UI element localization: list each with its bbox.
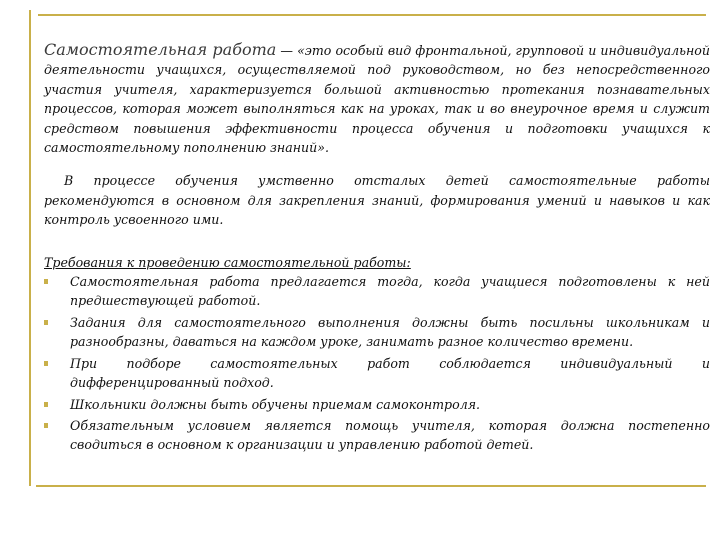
definition-term: Самостоятельная работа xyxy=(44,40,277,59)
list-item-text: При подборе самостоятельных работ соблюдается индивидуальный и дифференцированный подход. xyxy=(70,355,710,391)
list-item xyxy=(44,272,710,311)
square-bullet-icon xyxy=(44,279,48,284)
square-bullet-icon xyxy=(44,361,48,366)
list-item xyxy=(44,416,710,455)
top-rule xyxy=(38,14,706,16)
left-rule xyxy=(29,10,31,486)
list-item xyxy=(44,395,710,414)
square-bullet-icon xyxy=(44,423,48,428)
definition-paragraph xyxy=(44,40,710,157)
list-item xyxy=(44,354,710,393)
requirements-list xyxy=(44,272,710,455)
usage-paragraph: В процессе обучения умственно отсталых детей самостоятельные работы рекомендуются в основном для закрепления знаний, формирования умений и навыков и как контроль усвоенного ими. xyxy=(44,173,710,228)
requirements-title: Требования к проведению самостоятельной работы: xyxy=(44,254,411,270)
bottom-rule xyxy=(36,485,706,487)
list-item xyxy=(44,313,710,352)
list-item-text: Задания для самостоятельного выполнения должны быть посильны школьникам и разнообразны, даваться на каждом уроке, занимать разное количество времени. xyxy=(70,314,710,350)
square-bullet-icon xyxy=(44,402,48,407)
square-bullet-icon xyxy=(44,320,48,325)
list-item-text: Школьники должны быть обучены приемам самоконтроля. xyxy=(70,396,481,412)
slide-content xyxy=(44,40,710,457)
list-item-text: Самостоятельная работа предлагается тогда, когда учащиеся подготовлены к ней предшествующей работой. xyxy=(70,274,710,309)
list-item-text: Обязательным условием является помощь учителя, которая должна постепенно сводиться в основном к организации и управлению работой детей. xyxy=(70,417,710,453)
definition-text: — «это особый вид фронтальной, групповой и индивидуальной деятельности учащихся, осуществляемой под руководством, но без непосредственного участия учителя, характеризуется большой активностью протекания познавательных процессов, которая может выполняться как на уроках, так и во внеурочное время и служит средством повышения эффективности процесса обучения и подготовки учащихся к самостоятельному пополнению знаний». xyxy=(44,43,711,156)
